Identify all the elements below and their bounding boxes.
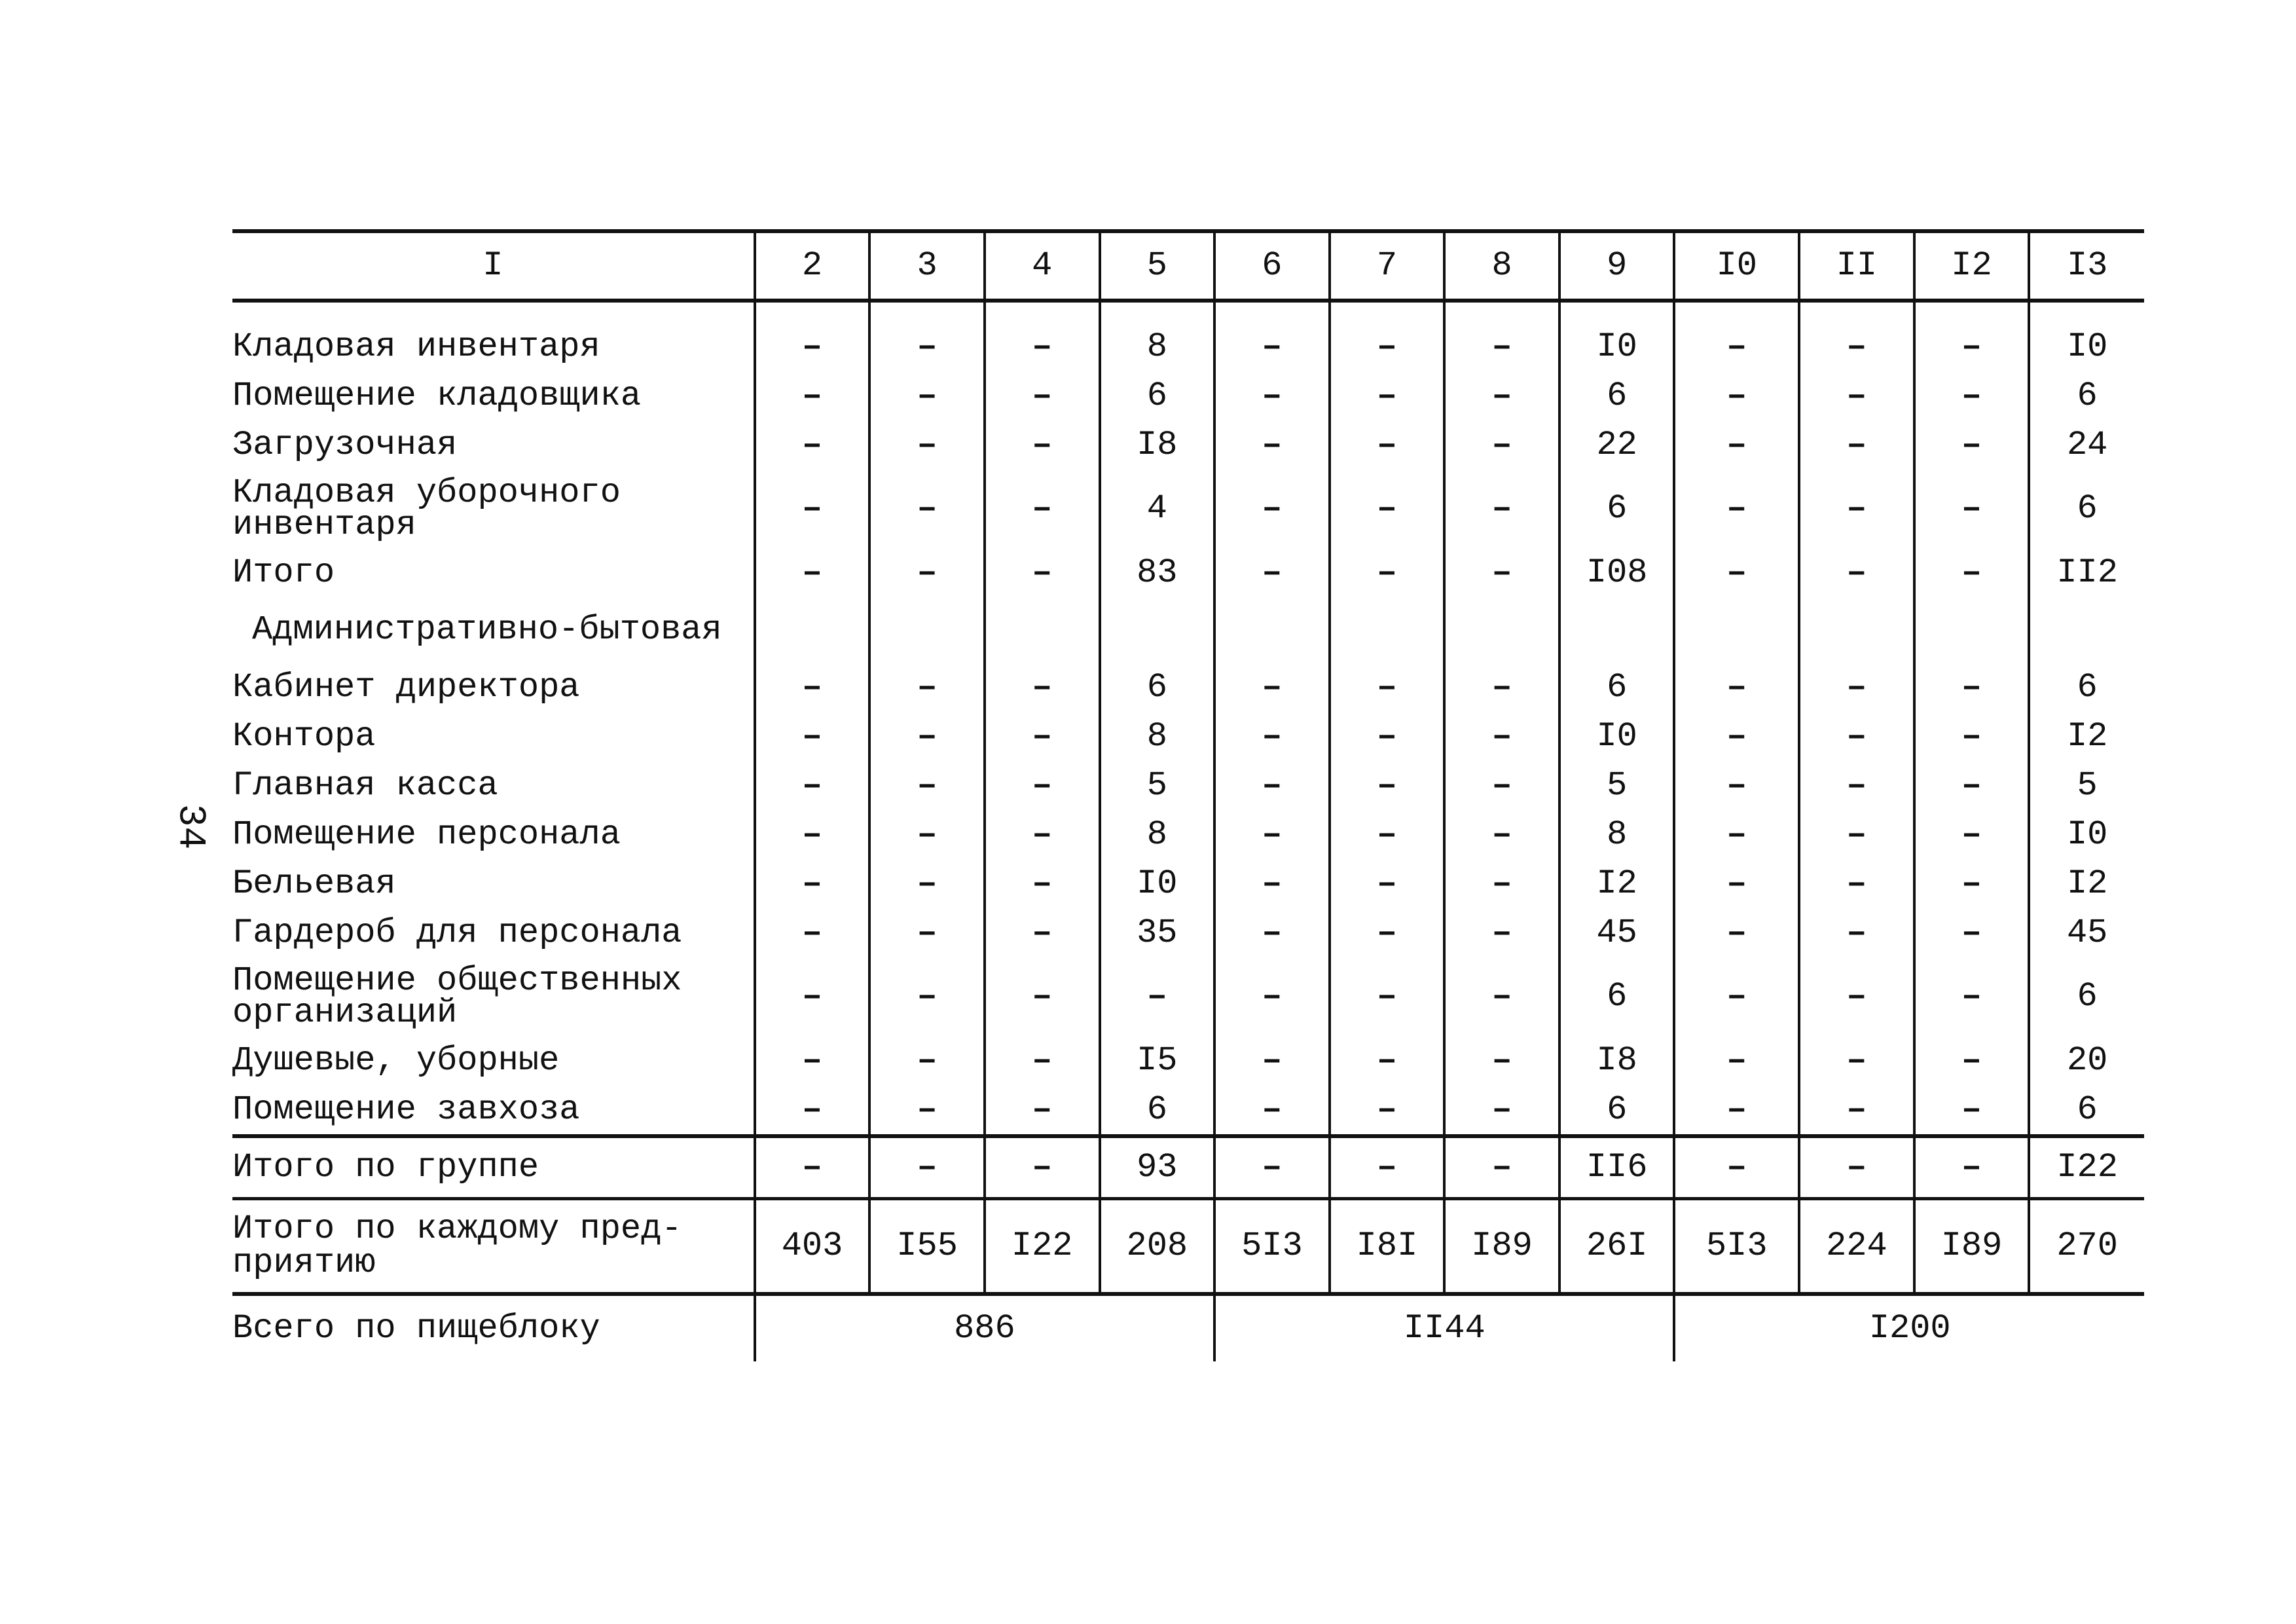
table-cell-col-8: – bbox=[1444, 1085, 1559, 1136]
table-cell-col-7: – bbox=[1330, 712, 1445, 761]
table-cell-col-6: 5I3 bbox=[1214, 1199, 1330, 1295]
table-cell-col-2: – bbox=[755, 470, 870, 548]
room-area-table bbox=[232, 229, 2144, 1361]
table-cell-col-7: – bbox=[1330, 1136, 1445, 1199]
table-cell-col-4: – bbox=[985, 908, 1100, 957]
table-row bbox=[232, 810, 2144, 859]
table-cell-col-13: I0 bbox=[2029, 810, 2144, 859]
row-label bbox=[232, 663, 755, 712]
table-cell-col-4: – bbox=[985, 420, 1100, 470]
table-cell-col-13: 5 bbox=[2029, 761, 2144, 810]
empty-cell bbox=[1330, 597, 1445, 663]
empty-cell bbox=[755, 597, 870, 663]
table-cell-col-12: – bbox=[1914, 1136, 2030, 1199]
row-label bbox=[232, 1199, 755, 1295]
table-row bbox=[232, 548, 2144, 597]
table-cell-col-8: – bbox=[1444, 957, 1559, 1036]
row-label-line: Помещение кладовщика bbox=[232, 376, 642, 415]
table-cell-col-8: – bbox=[1444, 908, 1559, 957]
table-cell-col-10: – bbox=[1674, 859, 1799, 908]
empty-cell bbox=[1674, 597, 1799, 663]
table-cell-col-12: – bbox=[1914, 1036, 2030, 1085]
table-cell-col-4: – bbox=[985, 371, 1100, 420]
table-cell-col-3: I55 bbox=[869, 1199, 985, 1295]
table-cell-col-8: – bbox=[1444, 1136, 1559, 1199]
table-cell-col-10: – bbox=[1674, 1036, 1799, 1085]
table-cell-col-9: I8 bbox=[1559, 1036, 1675, 1085]
page-number: 34 bbox=[168, 803, 211, 850]
header-cell-8: 8 bbox=[1444, 231, 1559, 301]
table-cell-col-5: 5 bbox=[1100, 761, 1215, 810]
table-cell-col-7: – bbox=[1330, 810, 1445, 859]
table-cell-col-6: – bbox=[1214, 761, 1330, 810]
row-label-line: Кладовая уборочного bbox=[232, 473, 621, 512]
row-label-line: Гардероб для персонала bbox=[232, 913, 682, 952]
row-label bbox=[232, 1136, 755, 1199]
table-row bbox=[232, 420, 2144, 470]
table-cell-col-3: – bbox=[869, 301, 985, 371]
row-label-line: Помещение персонала bbox=[232, 815, 621, 854]
table-cell-col-4: – bbox=[985, 1085, 1100, 1136]
table-cell-col-12: – bbox=[1914, 548, 2030, 597]
table-row bbox=[232, 371, 2144, 420]
table-cell-col-13: 6 bbox=[2029, 1085, 2144, 1136]
grand-total-value-3: I200 bbox=[1674, 1294, 2144, 1361]
table-cell-col-12: – bbox=[1914, 810, 2030, 859]
table-cell-col-4: – bbox=[985, 548, 1100, 597]
row-label bbox=[232, 371, 755, 420]
table-cell-col-6: – bbox=[1214, 548, 1330, 597]
table-cell-col-13: 6 bbox=[2029, 470, 2144, 548]
table-cell-col-6: – bbox=[1214, 1036, 1330, 1085]
table-cell-col-3: – bbox=[869, 420, 985, 470]
table-cell-col-3: – bbox=[869, 957, 985, 1036]
row-label-line: организаций bbox=[232, 993, 458, 1032]
table-cell-col-5: 83 bbox=[1100, 548, 1215, 597]
table-cell-col-10: – bbox=[1674, 548, 1799, 597]
row-label-line: Душевые, уборные bbox=[232, 1041, 560, 1080]
table-cell-col-6: – bbox=[1214, 301, 1330, 371]
table-cell-col-2: – bbox=[755, 908, 870, 957]
table-cell-col-9: 6 bbox=[1559, 371, 1675, 420]
table-cell-col-2: – bbox=[755, 761, 870, 810]
table-cell-col-8: – bbox=[1444, 859, 1559, 908]
table-cell-col-10: – bbox=[1674, 371, 1799, 420]
enterprise-total-row bbox=[232, 1199, 2144, 1295]
table-cell-col-13: I2 bbox=[2029, 712, 2144, 761]
table-cell-col-4: I22 bbox=[985, 1199, 1100, 1295]
table-cell-col-6: – bbox=[1214, 420, 1330, 470]
table-row bbox=[232, 663, 2144, 712]
row-label-line: Главная касса bbox=[232, 766, 498, 805]
row-label bbox=[232, 470, 755, 548]
table-cell-col-7: – bbox=[1330, 663, 1445, 712]
table-cell-col-2: – bbox=[755, 371, 870, 420]
table-cell-col-12: – bbox=[1914, 712, 2030, 761]
table-cell-col-9: 8 bbox=[1559, 810, 1675, 859]
table-cell-col-9: 5 bbox=[1559, 761, 1675, 810]
grand-total-value-1: 886 bbox=[755, 1294, 1214, 1361]
table-cell-col-5: 35 bbox=[1100, 908, 1215, 957]
table-row bbox=[232, 301, 2144, 371]
table-cell-col-9: 45 bbox=[1559, 908, 1675, 957]
table-cell-col-5: 93 bbox=[1100, 1136, 1215, 1199]
table-cell-col-3: – bbox=[869, 1136, 985, 1199]
row-label-line: Итого bbox=[232, 553, 335, 592]
table-cell-col-5: 208 bbox=[1100, 1199, 1215, 1295]
table-cell-col-8: – bbox=[1444, 548, 1559, 597]
row-label-line: Контора bbox=[232, 716, 376, 756]
table-cell-col-5: 4 bbox=[1100, 470, 1215, 548]
row-label bbox=[232, 301, 755, 371]
table-cell-col-10: – bbox=[1674, 908, 1799, 957]
table-cell-col-12: – bbox=[1914, 663, 2030, 712]
table-cell-col-6: – bbox=[1214, 810, 1330, 859]
row-label bbox=[232, 1036, 755, 1085]
header-cell-3: 3 bbox=[869, 231, 985, 301]
table-cell-col-2: – bbox=[755, 859, 870, 908]
table-cell-col-2: – bbox=[755, 663, 870, 712]
table-cell-col-5: – bbox=[1100, 957, 1215, 1036]
table-row bbox=[232, 712, 2144, 761]
empty-cell bbox=[985, 597, 1100, 663]
table-cell-col-11: – bbox=[1799, 1136, 1914, 1199]
row-label bbox=[232, 957, 755, 1036]
table-cell-col-4: – bbox=[985, 859, 1100, 908]
table-cell-col-9: 22 bbox=[1559, 420, 1675, 470]
grand-total-row bbox=[232, 1294, 2144, 1361]
table-cell-col-3: – bbox=[869, 1085, 985, 1136]
table-header-row bbox=[232, 231, 2144, 301]
table-cell-col-12: – bbox=[1914, 761, 2030, 810]
group-total-row bbox=[232, 1136, 2144, 1199]
table-cell-col-12: – bbox=[1914, 301, 2030, 371]
table-cell-col-5: I8 bbox=[1100, 420, 1215, 470]
table-cell-col-2: – bbox=[755, 1036, 870, 1085]
table-cell-col-7: – bbox=[1330, 548, 1445, 597]
row-label-line: приятию bbox=[232, 1244, 376, 1282]
table-cell-col-10: 5I3 bbox=[1674, 1199, 1799, 1295]
table-cell-col-2: – bbox=[755, 548, 870, 597]
table-cell-col-11: – bbox=[1799, 810, 1914, 859]
table-cell-col-6: – bbox=[1214, 908, 1330, 957]
table-cell-col-13: I2 bbox=[2029, 859, 2144, 908]
table-cell-col-8: – bbox=[1444, 1036, 1559, 1085]
table-cell-col-3: – bbox=[869, 712, 985, 761]
table-cell-col-7: – bbox=[1330, 301, 1445, 371]
table-cell-col-7: – bbox=[1330, 1085, 1445, 1136]
table-cell-col-5: 6 bbox=[1100, 1085, 1215, 1136]
header-cell-11: II bbox=[1799, 231, 1914, 301]
row-label-line: Загрузочная bbox=[232, 425, 458, 464]
table-cell-col-13: II2 bbox=[2029, 548, 2144, 597]
table-cell-col-2: – bbox=[755, 712, 870, 761]
table-cell-col-2: – bbox=[755, 1136, 870, 1199]
table-row bbox=[232, 470, 2144, 548]
table-row bbox=[232, 761, 2144, 810]
row-label-line: Итого по группе bbox=[232, 1148, 539, 1187]
table-cell-col-6: – bbox=[1214, 712, 1330, 761]
empty-cell bbox=[1444, 597, 1559, 663]
table-cell-col-11: – bbox=[1799, 761, 1914, 810]
table-cell-col-6: – bbox=[1214, 470, 1330, 548]
table-cell-col-12: – bbox=[1914, 1085, 2030, 1136]
table-cell-col-9: 6 bbox=[1559, 663, 1675, 712]
section-title-row bbox=[232, 597, 2144, 663]
table-cell-col-12: – bbox=[1914, 908, 2030, 957]
table-cell-col-9: I0 bbox=[1559, 301, 1675, 371]
row-label-line: Кабинет директора bbox=[232, 667, 580, 707]
table-cell-col-9: I0 bbox=[1559, 712, 1675, 761]
table-cell-col-4: – bbox=[985, 810, 1100, 859]
table-cell-col-9: I2 bbox=[1559, 859, 1675, 908]
row-label-line: Бельевая bbox=[232, 864, 396, 903]
table-cell-col-6: – bbox=[1214, 371, 1330, 420]
table-cell-col-3: – bbox=[869, 1036, 985, 1085]
table-cell-col-8: – bbox=[1444, 712, 1559, 761]
table-cell-col-7: – bbox=[1330, 1036, 1445, 1085]
table-cell-col-3: – bbox=[869, 810, 985, 859]
table-cell-col-4: – bbox=[985, 663, 1100, 712]
table-cell-col-7: – bbox=[1330, 420, 1445, 470]
table-cell-col-5: 8 bbox=[1100, 301, 1215, 371]
table-cell-col-13: I0 bbox=[2029, 301, 2144, 371]
table-cell-col-11: – bbox=[1799, 371, 1914, 420]
table-cell-col-2: 403 bbox=[755, 1199, 870, 1295]
table-cell-col-10: – bbox=[1674, 663, 1799, 712]
table-cell-col-11: – bbox=[1799, 420, 1914, 470]
table-cell-col-3: – bbox=[869, 470, 985, 548]
table-cell-col-13: I22 bbox=[2029, 1136, 2144, 1199]
table-cell-col-13: 6 bbox=[2029, 663, 2144, 712]
table-cell-col-9: 6 bbox=[1559, 1085, 1675, 1136]
row-label bbox=[232, 548, 755, 597]
table-cell-col-11: – bbox=[1799, 548, 1914, 597]
row-label-line: Кладовая инвентаря bbox=[232, 327, 600, 366]
table-cell-col-11: 224 bbox=[1799, 1199, 1914, 1295]
table-cell-col-2: – bbox=[755, 1085, 870, 1136]
table-cell-col-2: – bbox=[755, 957, 870, 1036]
table-cell-col-13: 45 bbox=[2029, 908, 2144, 957]
table-cell-col-8: – bbox=[1444, 761, 1559, 810]
table-cell-col-13: 24 bbox=[2029, 420, 2144, 470]
table-cell-col-8: – bbox=[1444, 470, 1559, 548]
table-cell-col-9: 6 bbox=[1559, 470, 1675, 548]
table-cell-col-10: – bbox=[1674, 1085, 1799, 1136]
row-label bbox=[232, 810, 755, 859]
table-cell-col-12: – bbox=[1914, 957, 2030, 1036]
table-cell-col-11: – bbox=[1799, 957, 1914, 1036]
row-label bbox=[232, 1085, 755, 1136]
table-cell-col-3: – bbox=[869, 859, 985, 908]
table-cell-col-10: – bbox=[1674, 301, 1799, 371]
empty-cell bbox=[2029, 597, 2144, 663]
table-row bbox=[232, 1085, 2144, 1136]
table-cell-col-3: – bbox=[869, 663, 985, 712]
table-cell-col-5: 8 bbox=[1100, 712, 1215, 761]
empty-cell bbox=[1799, 597, 1914, 663]
table-cell-col-8: – bbox=[1444, 420, 1559, 470]
header-cell-10: I0 bbox=[1674, 231, 1799, 301]
table-row bbox=[232, 1036, 2144, 1085]
table-cell-col-11: – bbox=[1799, 859, 1914, 908]
table-cell-col-10: – bbox=[1674, 810, 1799, 859]
table-cell-col-4: – bbox=[985, 957, 1100, 1036]
header-cell-2: 2 bbox=[755, 231, 870, 301]
header-cell-9: 9 bbox=[1559, 231, 1675, 301]
header-cell-4: 4 bbox=[985, 231, 1100, 301]
table-cell-col-5: 6 bbox=[1100, 663, 1215, 712]
table-cell-col-9: I08 bbox=[1559, 548, 1675, 597]
table-cell-col-5: I0 bbox=[1100, 859, 1215, 908]
table-cell-col-13: 6 bbox=[2029, 371, 2144, 420]
row-label bbox=[232, 712, 755, 761]
table-cell-col-2: – bbox=[755, 810, 870, 859]
table-cell-col-11: – bbox=[1799, 908, 1914, 957]
table-cell-col-4: – bbox=[985, 301, 1100, 371]
table-cell-col-13: 6 bbox=[2029, 957, 2144, 1036]
row-label bbox=[232, 761, 755, 810]
empty-cell bbox=[869, 597, 985, 663]
table-cell-col-13: 270 bbox=[2029, 1199, 2144, 1295]
row-label-line: инвентаря bbox=[232, 506, 416, 544]
table-cell-col-5: I5 bbox=[1100, 1036, 1215, 1085]
table-row bbox=[232, 957, 2144, 1036]
table-cell-col-10: – bbox=[1674, 470, 1799, 548]
empty-cell bbox=[1914, 597, 2030, 663]
table-cell-col-8: – bbox=[1444, 663, 1559, 712]
table-cell-col-5: 6 bbox=[1100, 371, 1215, 420]
table-cell-col-10: – bbox=[1674, 420, 1799, 470]
grand-total-value-2: II44 bbox=[1214, 1294, 1674, 1361]
table-cell-col-10: – bbox=[1674, 712, 1799, 761]
grand-total-label: Всего по пищеблоку bbox=[232, 1309, 600, 1348]
table-row bbox=[232, 859, 2144, 908]
table-cell-col-7: – bbox=[1330, 957, 1445, 1036]
table-cell-col-11: – bbox=[1799, 470, 1914, 548]
header-cell-7: 7 bbox=[1330, 231, 1445, 301]
table-cell-col-10: – bbox=[1674, 957, 1799, 1036]
table-cell-col-12: – bbox=[1914, 859, 2030, 908]
table-cell-col-4: – bbox=[985, 470, 1100, 548]
table-cell-col-12: I89 bbox=[1914, 1199, 2030, 1295]
row-label bbox=[232, 420, 755, 470]
table-cell-col-6: – bbox=[1214, 1085, 1330, 1136]
table-cell-col-10: – bbox=[1674, 761, 1799, 810]
header-cell-12: I2 bbox=[1914, 231, 2030, 301]
empty-cell bbox=[1214, 597, 1330, 663]
table-cell-col-8: – bbox=[1444, 301, 1559, 371]
table-cell-col-2: – bbox=[755, 301, 870, 371]
table-cell-col-8: – bbox=[1444, 371, 1559, 420]
table-cell-col-13: 20 bbox=[2029, 1036, 2144, 1085]
header-cell-6: 6 bbox=[1214, 231, 1330, 301]
table-cell-col-3: – bbox=[869, 371, 985, 420]
table-cell-col-5: 8 bbox=[1100, 810, 1215, 859]
table-cell-col-11: – bbox=[1799, 301, 1914, 371]
header-cell-13: I3 bbox=[2029, 231, 2144, 301]
row-label-line: Помещение завхоза bbox=[232, 1090, 580, 1129]
table-cell-col-11: – bbox=[1799, 1085, 1914, 1136]
header-cell-5: 5 bbox=[1100, 231, 1215, 301]
table-cell-col-2: – bbox=[755, 420, 870, 470]
table-cell-col-9: 6 bbox=[1559, 957, 1675, 1036]
table-cell-col-11: – bbox=[1799, 663, 1914, 712]
table-cell-col-7: – bbox=[1330, 908, 1445, 957]
table-cell-col-7: I8I bbox=[1330, 1199, 1445, 1295]
table-row bbox=[232, 908, 2144, 957]
table-cell-col-12: – bbox=[1914, 371, 2030, 420]
table-cell-col-3: – bbox=[869, 548, 985, 597]
row-label-line: Итого по каждому пред- bbox=[232, 1209, 682, 1248]
table-cell-col-3: – bbox=[869, 761, 985, 810]
table-cell-col-8: – bbox=[1444, 810, 1559, 859]
table-cell-col-4: – bbox=[985, 1036, 1100, 1085]
table-cell-col-6: – bbox=[1214, 1136, 1330, 1199]
row-label bbox=[232, 908, 755, 957]
table-cell-col-7: – bbox=[1330, 761, 1445, 810]
table-cell-col-6: – bbox=[1214, 663, 1330, 712]
table-cell-col-7: – bbox=[1330, 371, 1445, 420]
table-cell-col-11: – bbox=[1799, 1036, 1914, 1085]
row-label bbox=[232, 859, 755, 908]
table-cell-col-8: I89 bbox=[1444, 1199, 1559, 1295]
header-cell-1: I bbox=[232, 231, 755, 301]
table-cell-col-12: – bbox=[1914, 420, 2030, 470]
table-cell-col-11: – bbox=[1799, 712, 1914, 761]
table-cell-col-4: – bbox=[985, 712, 1100, 761]
table-cell-col-4: – bbox=[985, 761, 1100, 810]
table-cell-col-9: 26I bbox=[1559, 1199, 1675, 1295]
table-cell-col-6: – bbox=[1214, 957, 1330, 1036]
table-cell-col-7: – bbox=[1330, 470, 1445, 548]
table-cell-col-3: – bbox=[869, 908, 985, 957]
table-cell-col-4: – bbox=[985, 1136, 1100, 1199]
table-cell-col-9: II6 bbox=[1559, 1136, 1675, 1199]
empty-cell bbox=[1559, 597, 1675, 663]
table-cell-col-12: – bbox=[1914, 470, 2030, 548]
row-label-line: Помещение общественных bbox=[232, 961, 682, 1000]
section-title: Административно-бытовая bbox=[252, 610, 722, 649]
table-cell-col-7: – bbox=[1330, 859, 1445, 908]
table-cell-col-10: – bbox=[1674, 1136, 1799, 1199]
empty-cell bbox=[1100, 597, 1215, 663]
table-cell-col-6: – bbox=[1214, 859, 1330, 908]
